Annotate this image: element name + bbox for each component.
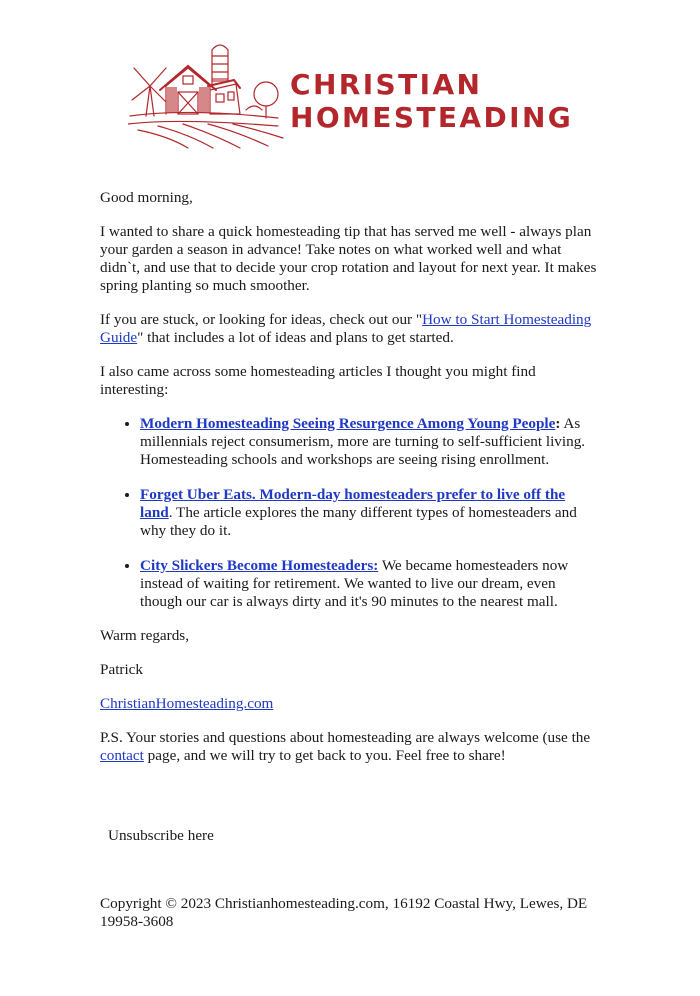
guide-paragraph [100, 311, 602, 347]
email-header [128, 38, 598, 153]
signature: Patrick [100, 661, 144, 678]
guide-link[interactable]: How to Start Homesteading Guide [100, 311, 592, 346]
closing: Warm regards, [100, 627, 190, 644]
unsubscribe-link[interactable]: Unsubscribe here [108, 827, 214, 844]
article-summary: As millennials reject consumerism, more are turning to self-sufficient living. Homesteading schools and workshops are seeing rising enrollment. [140, 415, 586, 468]
ps-text-after: page, and we will try to get back to you. Feel free to share! [143, 747, 506, 764]
site-paragraph [100, 695, 602, 713]
article-link-2[interactable]: Forget Uber Eats. Modern-day homesteaders prefer to live off the land [140, 486, 566, 521]
email-body [100, 189, 602, 781]
article-link-1[interactable]: Modern Homesteading Seeing Resurgence Among Young People [140, 415, 556, 432]
ps-text-before: P.S. Your stories and questions about homesteading are always welcome (use the [100, 729, 591, 746]
site-link[interactable]: ChristianHomesteading.com [100, 695, 274, 712]
article-summary: . The article explores the many different types of homesteaders and why they do it. [140, 504, 577, 539]
list-item [140, 557, 602, 611]
list-item [140, 486, 602, 540]
articles-list [100, 415, 602, 611]
article-summary: We became homesteaders now instead of waiting for retirement. We wanted to live our dream, even though our car is always dirty and it's 90 minutes to the nearest mall. [140, 557, 569, 610]
ps-paragraph [100, 729, 602, 765]
list-item [140, 415, 602, 469]
brand-line-1: CHRISTIAN [290, 68, 483, 101]
brand-line-2: HOMESTEADING [290, 101, 574, 134]
articles-intro: I also came across some homesteading articles I thought you might find interesting: [100, 363, 536, 398]
guide-text-after: " that includes a lot of ideas and plans to get started. [137, 329, 454, 346]
farm-barn-logo-icon [128, 38, 286, 150]
brand-wordmark [290, 68, 573, 134]
copyright-notice: Copyright © 2023 Christianhomesteading.com, 16192 Coastal Hwy, Lewes, DE 19958-3608 [100, 895, 588, 930]
article-separator: : [555, 415, 561, 432]
guide-text-before: If you are stuck, or looking for ideas, check out our " [100, 311, 423, 328]
contact-link[interactable]: contact [100, 747, 144, 764]
intro-paragraph: I wanted to share a quick homesteading tip that has served me well - always plan your garden a season in advance! Take notes on what worked well and what didn`t, and use that to decide your crop rotation and layout for next year. It makes spring planting so much smoother. [100, 223, 597, 294]
article-link-3[interactable]: City Slickers Become Homesteaders: [140, 557, 379, 574]
greeting: Good morning, [100, 189, 193, 206]
